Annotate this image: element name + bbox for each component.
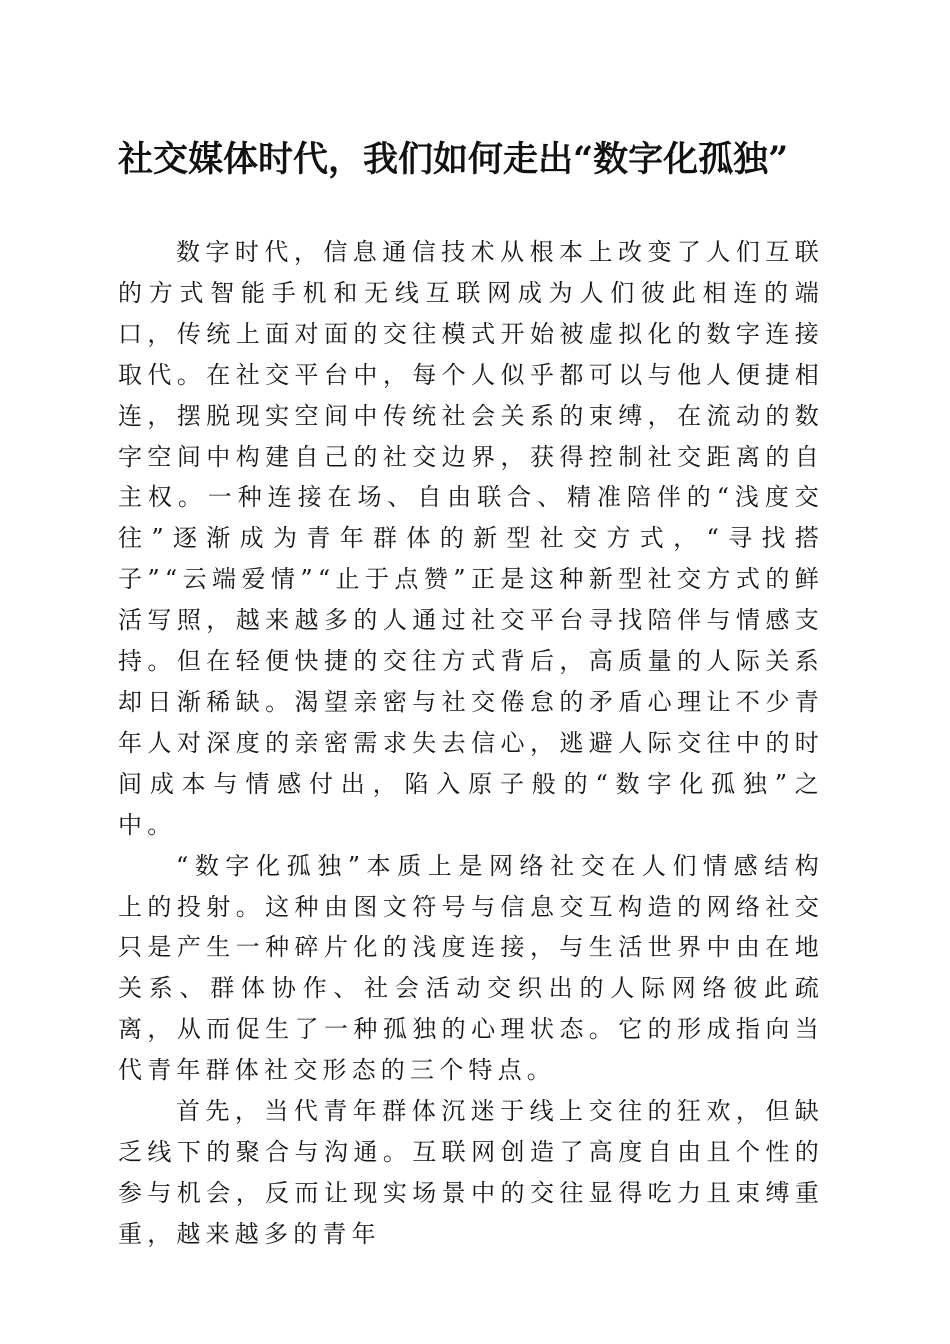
body-paragraph-3: 首先，当代青年群体沉迷于线上交往的狂欢，但缺乏线下的聚合与沟通。互联网创造了高度自由且个性的参与机会，反而让现实场景中的交往显得吃力且束缚重重，越来越多的青年 (118, 1097, 824, 1248)
body-paragraph-1: 数字时代，信息通信技术从根本上改变了人们互联的方式智能手机和无线互联网成为人们彼此相连的端口，传统上面对面的交往模式开始被虚拟化的数字连接取代。在社交平台中，每个人似乎都可以与他人便捷相连，摆脱现实空间中传统社会关系的束缚，在流动的数字空间中构建自己的社交边界，获得控制社交距离的自主权。一种连接在场、自由联合、精准陪伴的“浅度交往”逐渐成为青年群体的新型社交方式，“寻找搭子”“云端爱情”“止于点赞”正是这种新型社交方式的鲜活写照，越来越多的人通过社交平台寻找陪伴与情感支持。但在轻便快捷的交往方式背后，高质量的人际关系却日渐稀缺。渴望亲密与社交倦怠的矛盾心理让不少青年人对深度的亲密需求失去信心，逃避人际交往中的时间成本与情感付出，陷入原子般的“数字化孤独”之中。 (118, 238, 824, 839)
document-title: 社交媒体时代，我们如何走出“数字化孤独” (118, 139, 789, 180)
document-body (118, 232, 824, 1255)
body-paragraph-2: “数字化孤独”本质上是网络社交在人们情感结构上的投射。这种由图文符号与信息交互构造的网络社交只是产生一种碎片化的浅度连接，与生活世界中由在地关系、群体协作、社会活动交织出的人际网络彼此疏离，从而促生了一种孤独的心理状态。它的形成指向当代青年群体社交形态的三个特点。 (118, 851, 824, 1085)
